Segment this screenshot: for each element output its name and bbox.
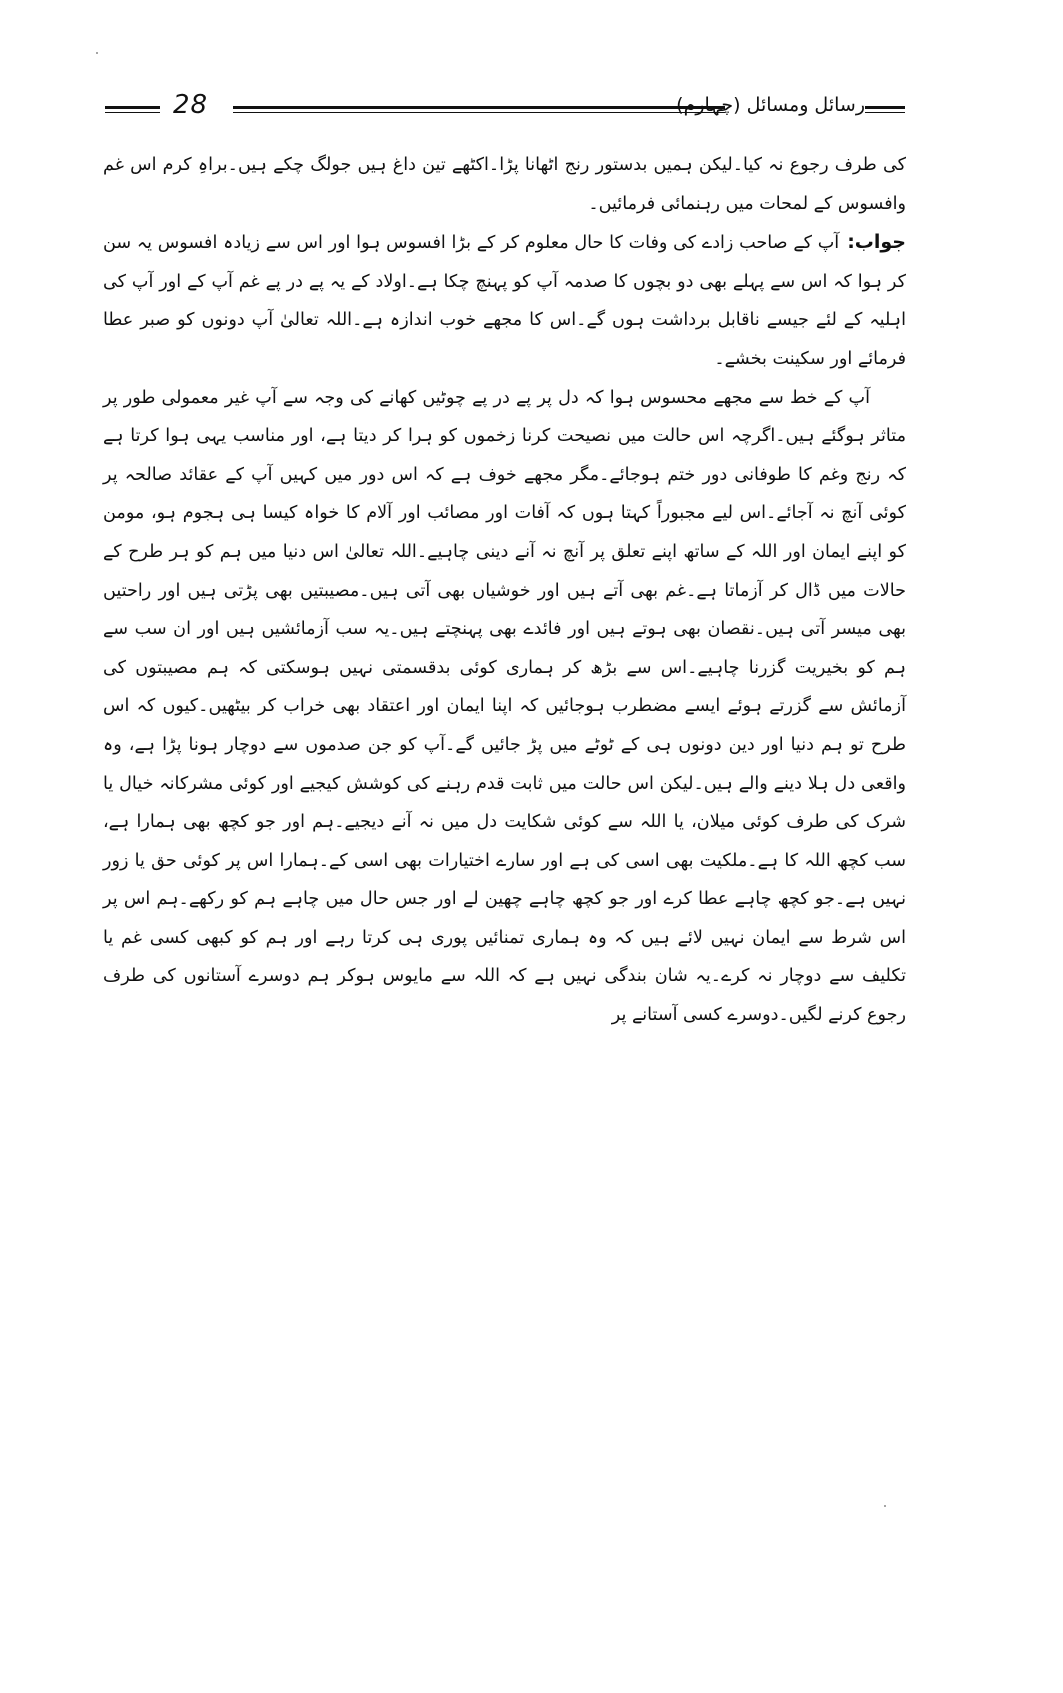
answer-text: آپ کے صاحب زادے کی وفات کا حال معلوم کر کے بڑا افسوس ہوا اور اس سے زیادہ افسوس یہ سن کر ہوا کہ اس سے پہلے بھی دو بچوں کا صدمہ آپ کو پہنچ چکا ہے۔اولاد کے یہ پے در پے غم آپ کے اور آپ کی اہلیہ کے لئے جیسے ناقابل برداشت ہوں گے۔اس کا مجھے خوب اندازہ ہے۔اللہ تعالیٰ آپ دونوں کو صبر عطا فرمائے اور سکینت بخشے۔ bbox=[103, 233, 906, 369]
page-body bbox=[103, 146, 906, 1035]
header-rule-right bbox=[865, 106, 905, 109]
header-rule-left bbox=[105, 106, 160, 109]
page-header bbox=[105, 88, 905, 128]
header-rule-middle bbox=[233, 106, 725, 109]
page-number: 28 bbox=[173, 90, 209, 120]
scan-speck bbox=[96, 52, 98, 54]
body-paragraph: آپ کے خط سے مجھے محسوس ہوا کہ دل پر پے در پے چوٹیں کھانے کی وجہ سے آپ غیر معمولی طور پر متاثر ہوگئے ہیں۔اگرچہ اس حالت میں نصیحت کرنا زخموں کو ہرا کر دیتا ہے، اور مناسب یہی ہوا کرتا ہے کہ رنج وغم کا طوفانی دور ختم ہوجائے۔مگر مجھے خوف ہے کہ اس دور میں کہیں آپ کے عقائد صالحہ پر کوئی آنچ نہ آجائے۔اس لیے مجبوراً کہتا ہوں کہ آفات اور مصائب اور آلام کا خواہ کیسا ہی ہجوم ہو، مومن کو اپنے ایمان اور اللہ کے ساتھ اپنے تعلق پر آنچ نہ آنے دینی چاہیے۔اللہ تعالیٰ اس دنیا میں ہم کو ہر طرح کے حالات میں ڈال کر آزماتا ہے۔غم بھی آتے ہیں اور خوشیاں بھی آتی ہیں۔مصیبتیں بھی پڑتی ہیں اور راحتیں بھی میسر آتی ہیں۔نقصان بھی ہوتے ہیں اور فائدے بھی پہنچتے ہیں۔یہ سب آزمائشیں ہیں اور ان سب سے ہم کو بخیریت گزرنا چاہیے۔اس سے بڑھ کر ہماری کوئی بدقسمتی نہیں ہوسکتی کہ ہم مصیبتوں کی آزمائش سے گزرتے ہوئے ایسے مضطرب ہوجائیں کہ اپنا ایمان اور اعتقاد بھی خراب کر بیٹھیں۔کیوں کہ اس طرح تو ہم دنیا اور دین دونوں ہی کے ٹوٹے میں پڑ جائیں گے۔آپ کو جن صدموں سے دوچار ہونا پڑا ہے، وہ واقعی دل ہلا دینے والے ہیں۔لیکن اس حالت میں ثابت قدم رہنے کی کوشش کیجیے اور کوئی مشرکانہ خیال یا شرک کی طرف کوئی میلان، یا اللہ سے کوئی شکایت دل میں نہ آنے دیجیے۔ہم اور جو کچھ بھی ہمارا ہے، سب کچھ اللہ کا ہے۔ملکیت بھی اسی کی ہے اور سارے اختیارات بھی اسی کے۔ہمارا اس پر کوئی حق یا زور نہیں ہے۔جو کچھ چاہے عطا کرے اور جو کچھ چاہے چھین لے اور جس حال میں چاہے ہم کو رکھے۔ہم اس پر اس شرط سے ایمان نہیں لائے ہیں کہ وہ ہماری تمنائیں پوری ہی کرتا رہے اور ہم کو کبھی کسی غم یا تکلیف سے دوچار نہ کرے۔یہ شان بندگی نہیں ہے کہ اللہ سے مایوس ہوکر ہم دوسرے آستانوں کی طرف رجوع کرنے لگیں۔دوسرے کسی آستانے پر bbox=[103, 387, 906, 1026]
scan-speck bbox=[884, 1505, 886, 1507]
answer-label: جواب: bbox=[847, 231, 906, 254]
book-title: رسائل ومسائل (چہارم) bbox=[676, 94, 865, 116]
question-continuation-paragraph: کی طرف رجوع نہ کیا۔لیکن ہمیں بدستور رنج اٹھانا پڑا۔اکٹھے تین داغ ہیں جولگ چکے ہیں۔براہِ کرم اس غم وافسوس کے لمحات میں رہنمائی فرمائیں۔ bbox=[103, 155, 906, 214]
answer-paragraph bbox=[103, 223, 906, 378]
